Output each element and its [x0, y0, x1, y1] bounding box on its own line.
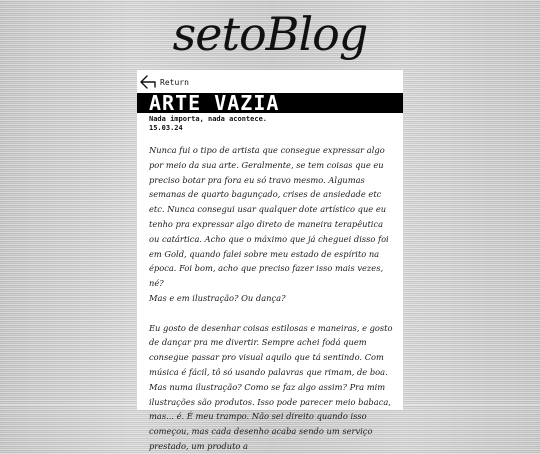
return-link[interactable] [139, 73, 189, 91]
post-panel [137, 70, 403, 451]
post-title: ARTE VAZIA [149, 91, 280, 115]
post-body [149, 143, 395, 454]
post-paragraph: Eu gosto de desenhar coisas estilosas e maneiras, e gosto de dançar pra me divertir. Sempre achei fodá quem consegue passar pro visual aquilo que tá sentindo. Com música é fácil, tô só usando palavras que rimam, de boa. Mas numa ilustração? Como se faz algo assim? Pra mim ilustrações são produtos. Isso pode parecer meio babaca, mas... é. É meu trampo. Não sei direito quando isso começou, mas cada desenho acaba sendo um serviço prestado, um produto a [149, 322, 393, 451]
post-subtitle: Nada importa, nada acontece. [149, 115, 268, 123]
site-title[interactable]: setoBlog [172, 7, 368, 61]
return-arrow-icon [139, 74, 157, 90]
return-label: Return [160, 77, 189, 87]
post-paragraph: Nunca fui o tipo de artista que consegue expressar algo por meio da sua arte. Geralmente, se tem coisas que eu preciso botar pra fora eu só travo mesmo. Algumas semanas de quarto bagunçado, crises de ansiedade etc etc. Nunca consegui usar qualquer dote artístico que eu tenho pra expressar algo direto de maneira terapêutica ou catártica. Acho que o máximo que já cheguei disso foi em Gold, quando falei sobre meu estado de espírito na época. Foi bom, acho que preciso fazer isso mais vezes, né? [149, 145, 389, 289]
post-paragraph: Mas e em ilustração? Ou dança? [149, 292, 286, 303]
post-date: 15.03.24 [149, 124, 183, 132]
post-title-bar [137, 93, 403, 113]
